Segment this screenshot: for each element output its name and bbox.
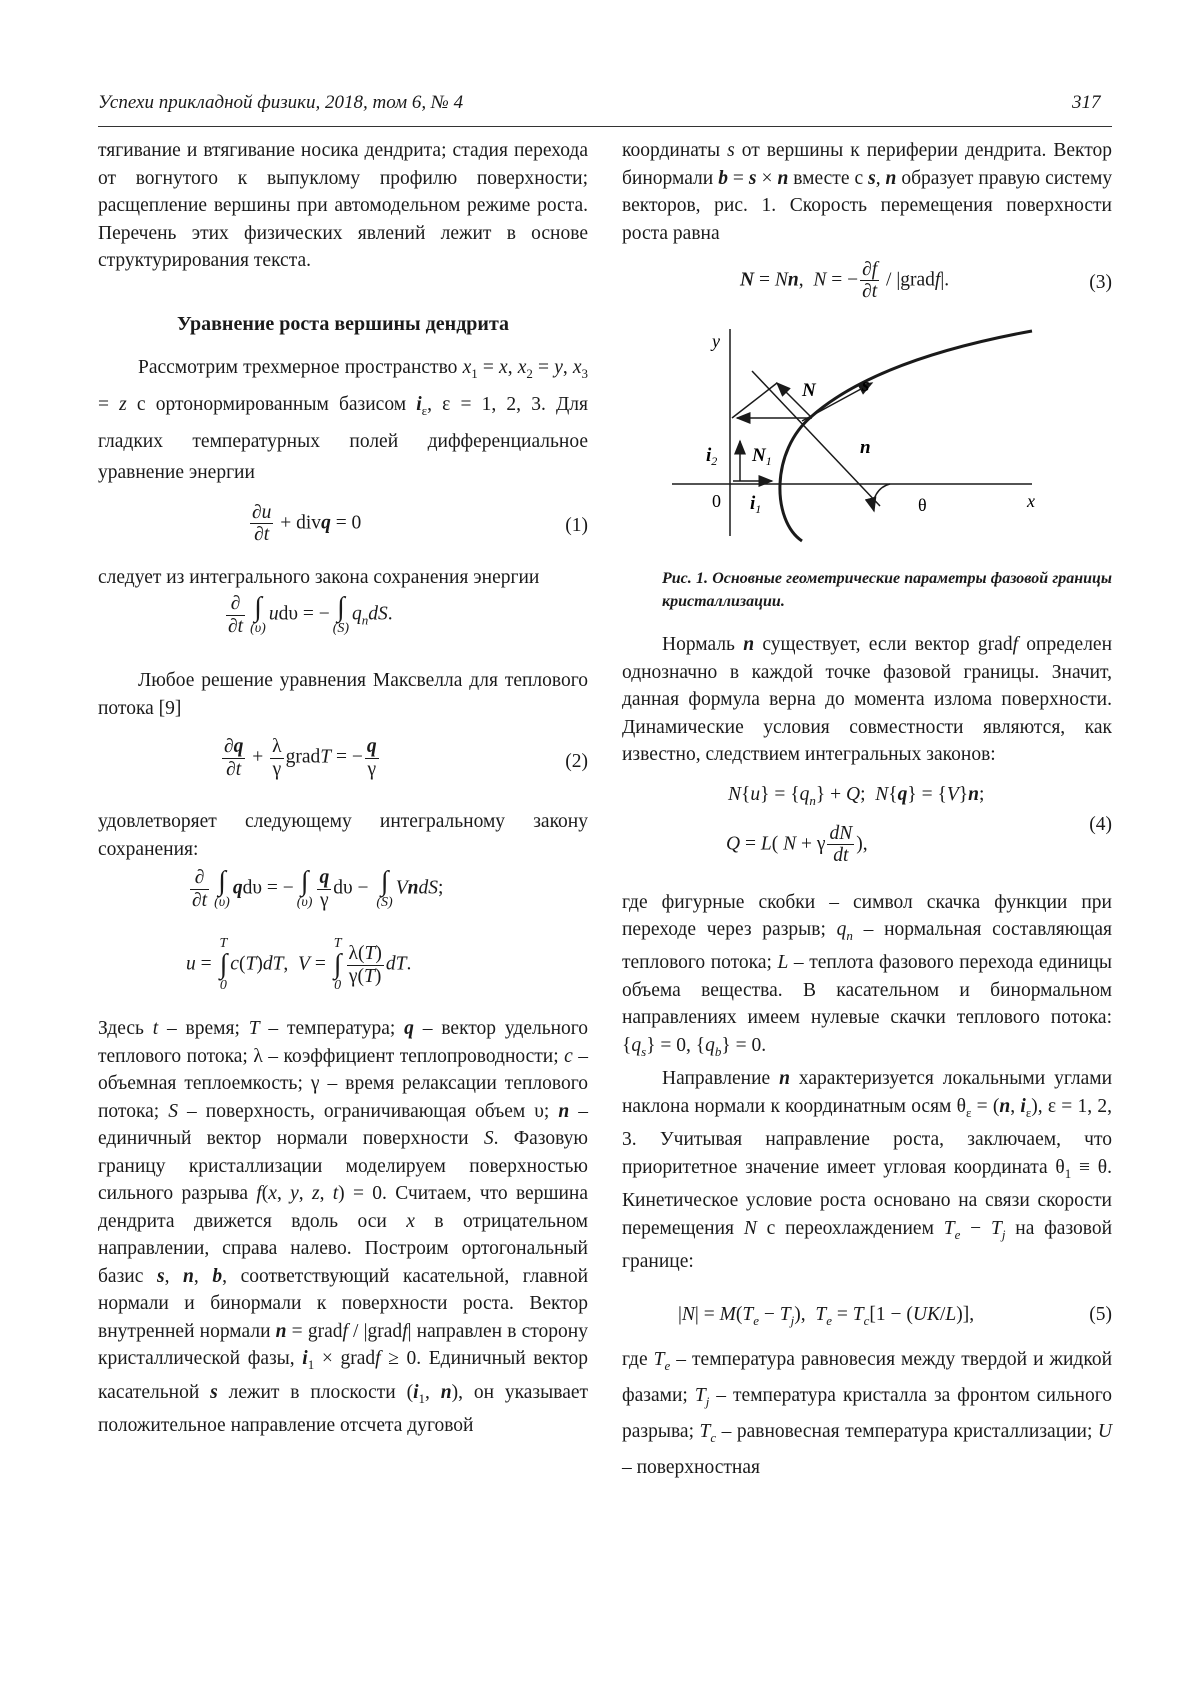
label-N: N [801,380,817,401]
paragraph-maxwell: Любое решение уравнения Максвелла для теплового потока [9] [98,667,588,722]
paragraph-binormal: координаты s от вершины к периферии дендрита. Вектор бинормали b = s × n вместе с s, n образует правую систему векторов, рис. 1. Скорость перемещения поверхности роста равна [622,137,1112,247]
equation-1: ∂u ∂t + divq = 0 (1) [98,494,588,556]
intro-paragraph: тягивание и втягивание носика дендрита; стадия перехода от вогнутого к выпуклому профилю поверхности; расщепление вершины при автомодельном режиме роста. Перечень этих физических явлений лежит в основе структурирования текста. [98,137,588,275]
equation-4: N{u} = {qn} + Q; N{q} = {V}n; Q = L( N + γ dN dt ), (4) [622,777,1112,881]
paragraph-space: Рассмотрим трехмерное пространство x1 = x, x2 = y, x3 = z с ортонормированным базисом iε, ε = 1, 2, 3. Для гладких температурных полей дифференциальное уравнение энергии [98,352,588,488]
header-rule [98,126,1112,127]
equation-5-number: (5) [1089,1301,1112,1329]
equation-4-number: (4) [1089,811,1112,839]
figure-1 [622,321,1112,561]
theta-arc [873,484,890,511]
paragraph-notation: Здесь t – время; T – температура; q – вектор удельного теплового потока; λ – коэффициент теплопроводности; c – объемная теплоемкость; γ – время релаксации теплового потока; S – поверхность, ограничивающая объем υ; n – единичный вектор нормали поверхности S. Фазовую границу кристаллизации моделируем поверхностью сильного разрыва f(x, y, z, t) = 0. Считаем, что вершина дендрита движется вдоль оси x в отрицательном направлении, справа налево. Построим ортогональный базис s, n, b, соответствующий касательной, главной нормали и бинормали к поверхности роста. Вектор внутренней нормали n = gradf / |gradf| направлен в сторону кристаллической фазы, i1 × gradf ≥ 0. Единичный вектор касательной s лежит в плоскости (i1, n), он указывает положительное направление отсчета дуговой [98,1015,588,1439]
phase-boundary-curve [780,331,1032,541]
paragraph-temperatures: где Te – температура равновесия между твердой и жидкой фазами; Tj – температура кристалла за фронтом сильного разрыва; Tc – равновесная температура кристаллизации; U – поверхностная [622,1345,1112,1483]
equation-2: ∂q ∂t + λ γ gradT = − q γ (2) [98,728,588,794]
label-i2: i2 [706,445,717,468]
paragraph-normal: Нормаль n существует, если вектор gradf определен однозначно в каждой точке фазовой границы. Значит, данная формула верна до момента излома поверхности. Динамические условия совместности являются, как известно, следствием интегральных законов: [622,631,1112,769]
journal-header: Успехи прикладной физики, 2018, том 6, № 4 [98,92,463,114]
label-s: s [861,375,869,396]
label-y: y [710,331,720,351]
label-i1: i1 [750,493,761,516]
conservation-law: ∂ ∂t ∫ (υ) qdυ = − ∫ (υ) q γ dυ − ∫ (S) VndS; u = T ∫ 0 c(T)dT, V = T ∫ 0 λ(T) γ(T) dT. [98,863,588,1003]
paragraph-direction: Направление n характеризуется локальными углами наклона нормали к координатным осям θε = (n, iε), ε = 1, 2, 3. Учитывая направление роста, заключаем, что приоритетное значение имеет угловая координата θ1 ≡ θ. Кинетическое условие роста основано на связи скорости перемещения N с переохлаждением Te − Tj на фазовой границе: [622,1065,1112,1275]
equation-3-number: (3) [1089,269,1112,297]
label-theta: θ [918,495,927,515]
paragraph-energy-law: следует из интегрального закона сохранения энергии [98,564,588,592]
integral-energy: ∂ ∂t ∫ (υ) udυ = − ∫ (S) qndS. [98,591,588,653]
page-number: 317 [1072,92,1101,114]
paragraph-braces: где фигурные скобки – символ скачка функции при переходе через разрыв; qn – нормальная составляющая теплового потока; L – теплота фазового перехода единицы объема вещества. В касательном и бинормальном направлениях имеем нулевые скачки теплового потока: {qs} = 0, {qb} = 0. [622,889,1112,1066]
left-column [98,137,588,1440]
label-zero: 0 [712,491,721,511]
right-column [622,137,1112,1483]
section-title: Уравнение роста вершины дендрита [98,311,588,339]
label-x: x [1026,491,1035,511]
paragraph-conservation: удовлетворяет следующему интегральному закону сохранения: [98,808,588,863]
equation-3: N = Nn, N = − ∂f ∂t / |gradf|. (3) [622,253,1112,317]
figure-caption: Рис. 1. Основные геометрические параметры фазовой границы кристаллизации. [662,567,1112,613]
equation-5: |N| = M(Te − Tj), Te = Tc[1 − (UK/L)], (5) [622,1287,1112,1345]
label-N1: N1 [751,445,772,468]
label-n: n [860,437,871,458]
equation-2-number: (2) [565,748,588,776]
parallelogram-side [732,383,777,418]
equation-1-number: (1) [565,512,588,540]
